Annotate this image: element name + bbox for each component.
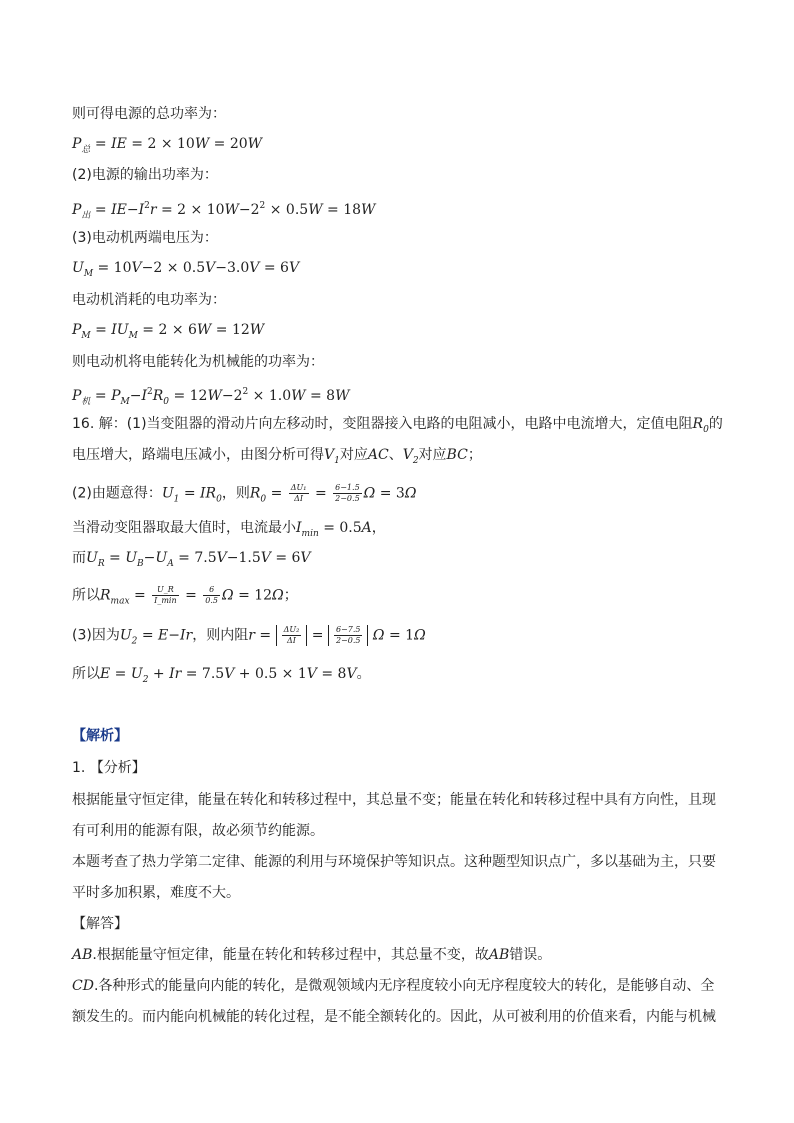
text-line: (3)电动机两端电压为： [72, 230, 218, 246]
text-line: 1. 【分析】 [72, 760, 146, 776]
text-line: 【解析】 [72, 728, 128, 744]
text-line: $P_出 = IE-I^2r = 2 \times 10W-2^2 \times 0.5W = 18W$ [72, 201, 376, 221]
text-line: 则可得电源的总功率为： [72, 106, 226, 122]
text-line: 电动机消耗的电功率为： [72, 292, 226, 308]
text-line: 根据能量守恒定律，能量在转化和转移过程中，其总量不变；能量在转化和转移过程中具有方向性，且现 [72, 792, 716, 808]
text-line: $U_M = 10V-2 \times 0.5V-3.0V = 6V$ [72, 260, 300, 279]
text-line: (2)由题意得：$U_1 = IR_0$，则$R_0$ = $\frac{\text{ΔU₁}}{\Delta I}$ = $\frac{6-1.5}{2-0.5}$ Ω = 3Ω [72, 483, 417, 505]
text-line: 本题考查了热力学第二定律、能源的利用与环境保护等知识点。这种题型知识点广，多以基础为主，只要 [72, 854, 716, 870]
text-line: 16. 解：(1)当变阻器的滑动片向左移动时，变阻器接入电路的电阻减小，电路中电流增大，定值电阻$R_0$的 [72, 416, 723, 435]
text-line: 电压增大，路端电压减小，由图分析可得$V_1$对应AC、$V_2$对应BC； [72, 447, 482, 466]
text-line: 当滑动变阻器取最大值时，电流最小$I_{min} = 0.5A$， [72, 520, 386, 539]
text-line: $P_M = IU_M = 2 \times 6W = 12W$ [72, 322, 265, 341]
text-line: (2)电源的输出功率为： [72, 167, 218, 183]
text-line: 额发生的。而内能向机械能的转化过程，是不能全额转化的。因此，从可被利用的价值来看，内能与机械 [72, 1009, 716, 1025]
text-line: 所以$E = U_2 + Ir = 7.5V + 0.5 \times 1V = 8V$。 [72, 666, 371, 685]
text-line: 平时多加积累，难度不大。 [72, 885, 240, 901]
text-line: CD.各种形式的能量向内能的转化，是微观领域内无序程度较小向无序程度较大的转化，是能够自动、全 [72, 978, 715, 994]
text-line: 所以$R_{max}$ = $\frac{U\_R}{I\_\min}$ = $\frac{6}{0.5}$ Ω = 12Ω； [72, 585, 298, 607]
text-line: 有可利用的能源有限，故必须节约能源。 [72, 823, 324, 839]
text-line: 则电动机将电能转化为机械能的功率为： [72, 354, 324, 370]
text-line: AB.根据能量守恒定律，能量在转化和转移过程中，其总量不变，故AB错误。 [72, 947, 552, 963]
text-line: $P_总$ = IE = 2 × 10W = 20W [72, 136, 263, 155]
text-line: $P_机 = P_M-I^2R_0 = 12W-2^2 \times 1.0W = 8W$ [72, 387, 350, 407]
text-line: 【解答】 [72, 916, 128, 932]
text-line: (3)因为$U_2 = E-Ir$，则内阻r = $\frac{\text{ΔU₂}}{\Delta I}$ = $\frac{6-7.5}{2-0.5}$ Ω = 1Ω [72, 625, 426, 647]
text-line: 而$U_R = U_B-U_A = 7.5V-1.5V = 6V$ [72, 550, 311, 569]
